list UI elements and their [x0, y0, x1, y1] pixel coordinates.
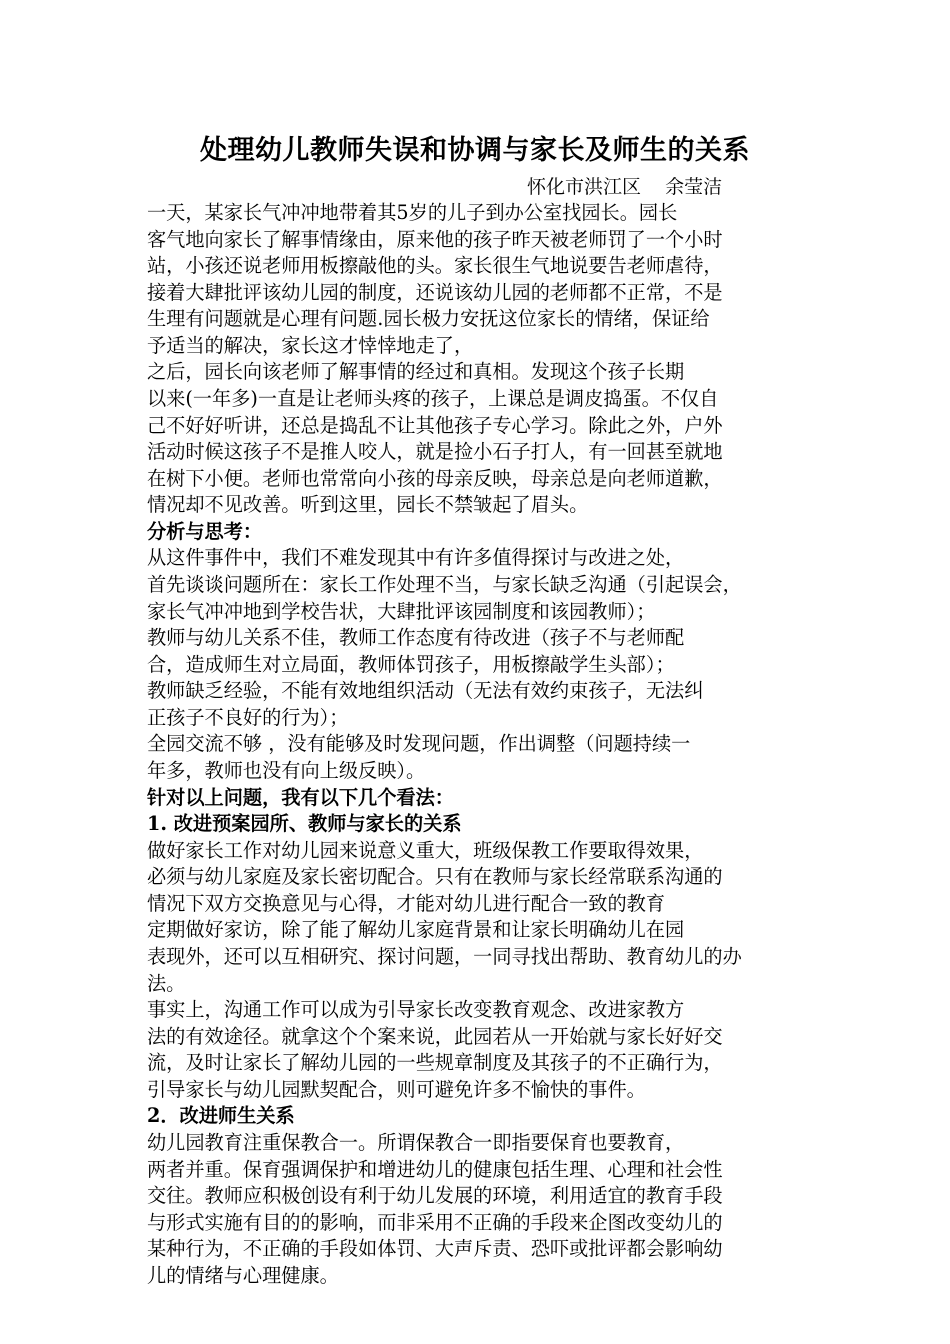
paragraph-line: 交往。教师应积极创设有利于幼儿发展的环境，利用适宜的教育手段: [147, 1184, 723, 1207]
section-heading-line: 1. 改进预案园所、教师与家长的关系: [147, 812, 462, 835]
paragraph-line: 己不好好听讲，还总是捣乱不让其他孩子专心学习。除此之外，户外: [147, 414, 723, 437]
document-title: 处理幼儿教师失误和协调与家长及师生的关系: [200, 135, 750, 166]
paragraph-line: 首先谈谈问题所在：家长工作处理不当，与家长缺乏沟通（引起误会，: [147, 573, 742, 596]
paragraph-line: 正孩子不良好的行为）；: [147, 706, 349, 729]
paragraph-line: 之后，园长向该老师了解事情的经过和真相。发现这个孩子长期: [147, 360, 685, 383]
paragraph-line: 定期做好家访，除了能了解幼儿家庭背景和让家长明确幼儿在园: [147, 918, 685, 941]
paragraph-line: 客气地向家长了解事情缘由，原来他的孩子昨天被老师罚了一个小时: [147, 228, 723, 251]
section-heading-line: 针对以上问题，我有以下几个看法：: [147, 786, 454, 809]
paragraph-line: 流，及时让家长了解幼儿园的一些规章制度及其孩子的不正确行为，: [147, 1051, 723, 1074]
paragraph-line: 家长气冲冲地到学校告状，大肆批评该园制度和该园教师）；: [147, 600, 656, 623]
section-heading-line: 2．改进师生关系: [147, 1104, 295, 1127]
paragraph-line: 法。: [147, 972, 186, 995]
paragraph-line: 接着大肆批评该幼儿园的制度，还说该幼儿园的老师都不正常，不是: [147, 281, 723, 304]
paragraph-line: 情况下双方交换意见与心得，才能对幼儿进行配合一致的教育: [147, 892, 666, 915]
paragraph-line: 年多，教师也没有向上级反映）。: [147, 759, 426, 782]
paragraph-line: 在树下小便。老师也常常向小孩的母亲反映，母亲总是向老师道歉，: [147, 467, 723, 490]
paragraph-line: 法的有效途径。就拿这个个案来说，此园若从一开始就与家长好好交: [147, 1025, 723, 1048]
paragraph-line: 站，小孩还说老师用板擦敲他的头。家长很生气地说要告老师虐待，: [147, 254, 723, 277]
paragraph-line: 从这件事件中，我们不难发现其中有许多值得探讨与改进之处，: [147, 546, 685, 569]
paragraph-line: 做好家长工作对幼儿园来说意义重大，班级保教工作要取得效果，: [147, 839, 704, 862]
paragraph-line: 教师与幼儿关系不佳，教师工作态度有待改进（孩子不与老师配: [147, 626, 685, 649]
paragraph-line: 儿的情绪与心理健康。: [147, 1264, 339, 1287]
paragraph-line: 生理有问题就是心理有问题.园长极力安抚这位家长的情绪，保证给: [147, 307, 710, 330]
paragraph-line: 引导家长与幼儿园默契配合，则可避免许多不愉快的事件。: [147, 1078, 646, 1101]
paragraph-line: 情况却不见改善。听到这里，园长不禁皱起了眉头。: [147, 493, 589, 516]
paragraph-line: 幼儿园教育注重保教合一。所谓保教合一即指要保育也要教育，: [147, 1131, 685, 1154]
paragraph-line: 必须与幼儿家庭及家长密切配合。只有在教师与家长经常联系沟通的: [147, 865, 723, 888]
paragraph-line: 活动时候这孩子不是推人咬人，就是捡小石子打人，有一回甚至就地: [147, 440, 723, 463]
paragraph-line: 表现外，还可以互相研究、探讨问题，一同寻找出帮助、教育幼儿的办: [147, 945, 742, 968]
paragraph-line: 与形式实施有目的的影响，而非采用不正确的手段来企图改变幼儿的: [147, 1211, 723, 1234]
paragraph-line: 一天，某家长气冲冲地带着其5岁的儿子到办公室找园长。园长: [147, 201, 678, 224]
paragraph-line: 合，造成师生对立局面，教师体罚孩子，用板擦敲学生头部）；: [147, 653, 675, 676]
paragraph-line: 两者并重。保育强调保护和增进幼儿的健康包括生理、心理和社会性: [147, 1158, 723, 1181]
section-heading-line: 分析与思考：: [147, 520, 263, 543]
paragraph-line: 全园交流不够 ，没有能够及时发现问题，作出调整（问题持续一: [147, 732, 691, 755]
paragraph-line: 某种行为，不正确的手段如体罚、大声斥责、恐吓或批评都会影响幼: [147, 1237, 723, 1260]
paragraph-line: 予适当的解决，家长这才悻悻地走了，: [147, 334, 474, 357]
paragraph-line: 事实上，沟通工作可以成为引导家长改变教育观念、改进家教方: [147, 998, 685, 1021]
paragraph-line: 教师缺乏经验，不能有效地组织活动（无法有效约束孩子，无法纠: [147, 679, 704, 702]
paragraph-line: 以来(一年多)一直是让老师头疼的孩子，上课总是调皮捣蛋。不仅自: [147, 387, 719, 410]
document-author: 怀化市洪江区 余莹洁: [527, 176, 723, 198]
